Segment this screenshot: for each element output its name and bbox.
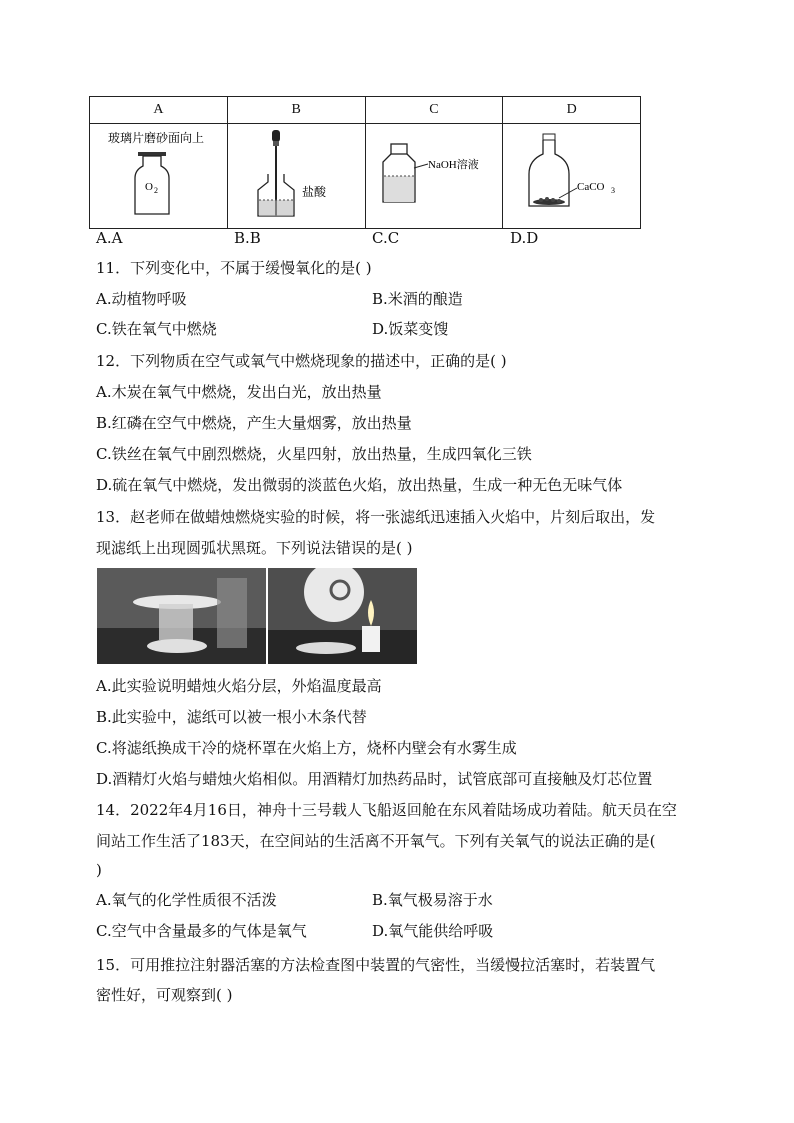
q13-stem-line2: 现滤纸上出现圆弧状黑斑。下列说法错误的是( ) — [96, 539, 413, 557]
cell-a — [90, 124, 228, 229]
q13-option-a: A.此实验说明蜡烛火焰分层，外焰温度最高 — [96, 677, 382, 695]
q11-stem: 11．下列变化中，不属于缓慢氧化的是( ) — [96, 259, 372, 277]
cell-b — [227, 124, 365, 229]
q10-option-d: D.D — [510, 229, 539, 247]
q14-stem-line1: 14．2022年4月16日，神舟十三号载人飞船返回舱在东风着陆场成功着陆。航天员在空 — [96, 801, 677, 819]
q12-option-b: B.红磷在空气中燃烧，产生大量烟雾，放出热量 — [96, 414, 412, 432]
q13-option-b: B.此实验中，滤纸可以被一根小木条代替 — [96, 708, 367, 726]
q12-option-d: D.硫在氧气中燃烧，发出微弱的淡蓝色火焰，放出热量，生成一种无色无味气体 — [96, 476, 623, 494]
q11-option-a: A.动植物呼吸 — [96, 290, 187, 308]
o2-subscript: 2 — [154, 186, 158, 195]
q14-option-c: C.空气中含量最多的气体是氧气 — [96, 922, 307, 940]
hydrochloric-acid-label: 盐酸 — [301, 185, 326, 199]
caco3-subscript: 3 — [611, 186, 616, 195]
cell-d — [503, 124, 641, 229]
table-header-c: C — [365, 97, 503, 124]
q14-stem-line3: ) — [96, 861, 102, 879]
apparatus-table — [89, 96, 641, 229]
q12-stem: 12．下列物质在空气或氧气中燃烧现象的描述中，正确的是( ) — [96, 352, 507, 370]
q11-option-c: C.铁在氧气中燃烧 — [96, 320, 217, 338]
q10-option-a: A.A — [96, 229, 123, 247]
q14-option-a: A.氧气的化学性质很不活泼 — [96, 891, 277, 909]
filter-paper-photo-left — [97, 568, 266, 664]
q11-option-b: B.米酒的酿造 — [372, 290, 463, 308]
q10-option-c: C.C — [372, 229, 400, 247]
cell-a-label: 玻璃片磨砂面向上 — [108, 131, 205, 145]
q12-option-a: A.木炭在氧气中燃烧，发出白光，放出热量 — [96, 383, 382, 401]
table-header-a: A — [90, 97, 228, 124]
q11-option-d: D.饭菜变馊 — [372, 320, 449, 338]
naoh-bottle-figure — [366, 124, 504, 228]
q13-stem-line1: 13．赵老师在做蜡烛燃烧实验的时候，将一张滤纸迅速插入火焰中，片刻后取出，发 — [96, 508, 656, 526]
caco3-bottle-figure — [503, 124, 641, 228]
q15-stem-line2: 密性好，可观察到( ) — [96, 986, 233, 1004]
dropper-figure — [228, 124, 366, 228]
naoh-solution-label: NaOH溶液 — [427, 159, 479, 171]
q15-stem-line1: 15．可用推拉注射器活塞的方法检查图中装置的气密性，当缓慢拉活塞时，若装置气 — [96, 956, 656, 974]
q10-option-b: B.B — [234, 229, 261, 247]
cell-c — [365, 124, 503, 229]
q14-option-b: B.氧气极易溶于水 — [372, 891, 493, 909]
gas-bottle-o2-figure — [90, 124, 228, 228]
table-header-d: D — [503, 97, 641, 124]
q14-stem-line2: 间站工作生活了183天，在空间站的生活离不开氧气。下列有关氧气的说法正确的是( — [96, 832, 656, 850]
q14-option-d: D.氧气能供给呼吸 — [372, 922, 494, 940]
q13-option-d: D.酒精灯火焰与蜡烛火焰相似。用酒精灯加热药品时，试管底部可直接触及灯芯位置 — [96, 770, 653, 788]
caco3-label: CaCO — [577, 181, 605, 193]
q12-option-c: C.铁丝在氧气中剧烈燃烧，火星四射，放出热量，生成四氧化三铁 — [96, 445, 532, 463]
o2-label: O — [145, 181, 153, 193]
table-header-b: B — [227, 97, 365, 124]
filter-paper-photo-right — [268, 568, 417, 664]
q13-option-c: C.将滤纸换成干冷的烧杯罩在火焰上方，烧杯内壁会有水雾生成 — [96, 739, 517, 757]
